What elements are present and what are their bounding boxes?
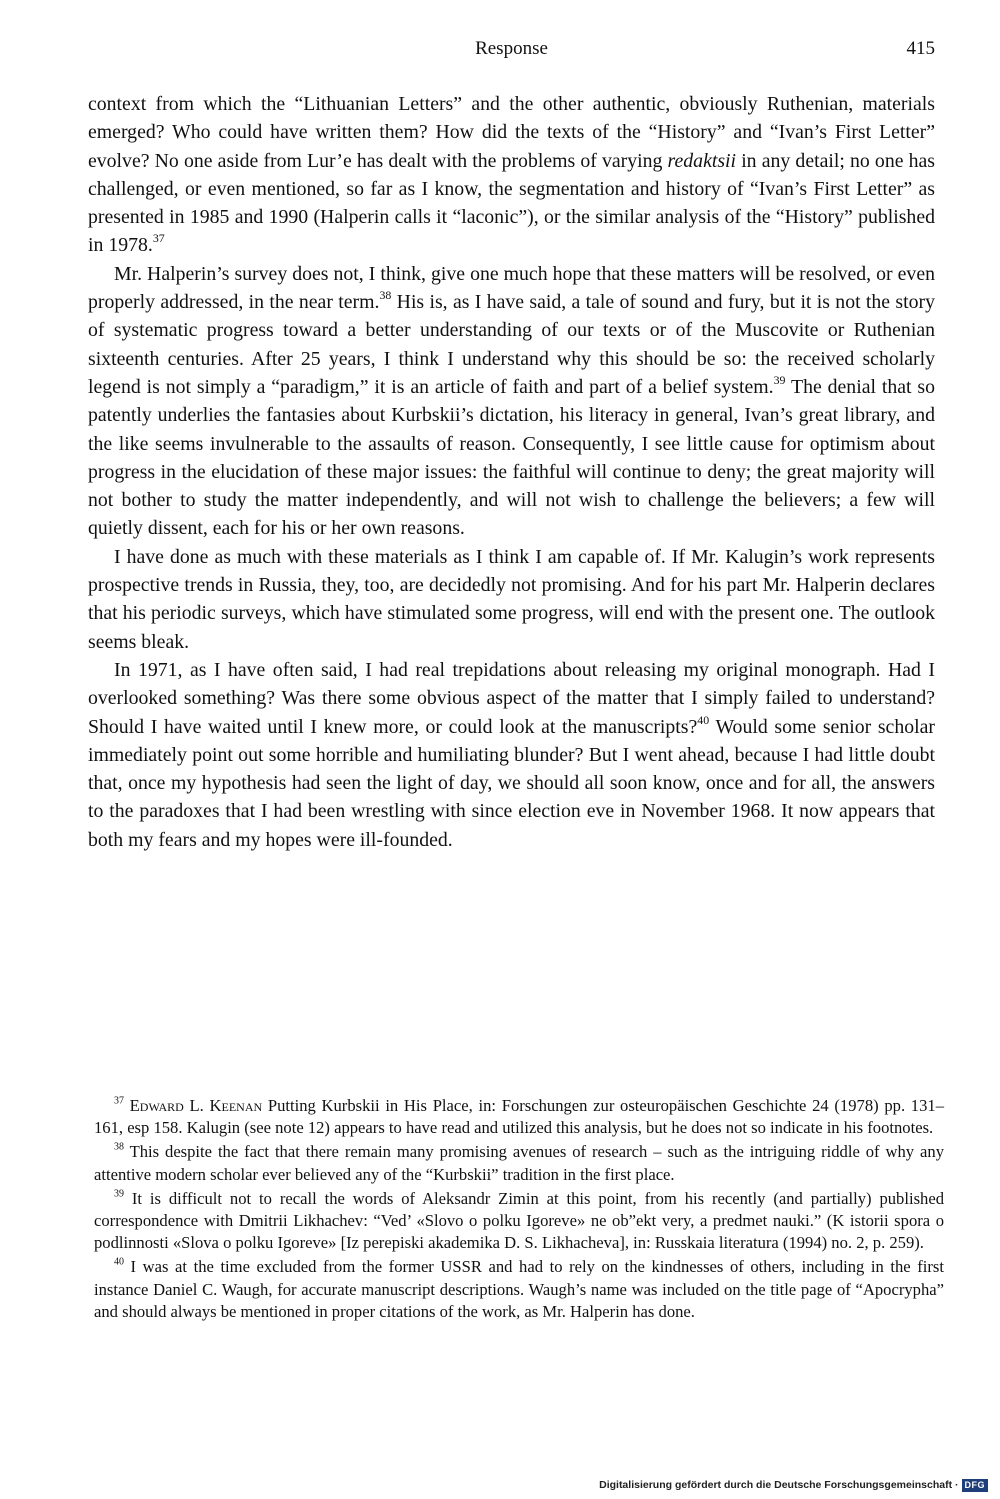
- footnote-number: 40: [114, 1256, 124, 1268]
- footnotes: [94, 1095, 944, 1325]
- paragraph-3: I have done as much with these materials as I think I am capable of. If Mr. Kalugin’s work represents prospective trends in Russia, they, too, are decidedly not promising. And for his part Mr. Halperin declares that his periodic surveys, which have stimulated some progress, will end with the present one. The outlook seems bleak.: [88, 545, 935, 653]
- footnote-ref-38[interactable]: 38: [379, 288, 392, 303]
- dfg-logo-icon: DFG: [962, 1479, 989, 1492]
- footnote-number: 37: [114, 1095, 124, 1107]
- digitization-note: Digitalisierung gefördert durch die Deutsche Forschungsgemeinschaft ·: [599, 1479, 959, 1491]
- paragraph-1-part-c: in any detail; no one has challenged, or even mentioned, so far as I know, the segmentation and history of “Ivan’s First Letter” as presented in 1985 and 1990 (Halperin calls it “laconic”), or the similar analysis of the “History” published in 1978.: [88, 149, 936, 257]
- footnote-ref-37[interactable]: 37: [152, 231, 165, 246]
- footnote-text: Putting Kurbskii in His Place, in: Forschungen zur osteuropäischen Geschichte 24 (1978) pp. 131–161, esp 158. Kalugin (see note 12) appears to have read and utilized this analysis, but he does not so indicate in his footnotes.: [94, 1096, 944, 1138]
- paragraph-4-part-a: In 1971, as I have often said, I had real trepidations about releasing my original monograph. Had I overlooked something? Was there some obvious aspect of the matter that I simply failed to understand? Should I have waited until I knew more, or could look at the manuscripts?: [88, 658, 935, 738]
- paragraph-2-part-a: Mr. Halperin’s survey does not, I think, give one much hope that these matters will be resolved, or even properly addressed, in the near term.: [88, 262, 935, 314]
- footnote-author: Edward L. Keenan: [129, 1096, 263, 1115]
- footnote-40: [94, 1256, 944, 1323]
- footnote-number: 39: [114, 1188, 124, 1200]
- footnote-38: [94, 1141, 944, 1186]
- italic-term-redaktsii: redaktsii: [667, 149, 737, 172]
- paragraph-1: [88, 90, 935, 260]
- paragraph-1-part-a: context from which the “Lithuanian Letters” and the other authentic, obviously Ruthenian, materials emerged? Who could have written them? How did the texts of the “History” and “Ivan’s First Letter” evolve? No one aside from Lur’e has dealt with the problems of varying: [88, 93, 935, 172]
- footnote-37: [94, 1095, 944, 1140]
- footnote-text: It is difficult not to recall the words of Aleksandr Zimin at this point, from his recently (and partially) published correspondence with Dmitrii Likhachev: “Ved’ «Slovo o polku Igoreve» ne ob”ekt very, a predmet nauki.” (K istorii spora o podlinnosti «Slova o polku Igoreve» [Iz perepiski akademika D. S. Likhacheva], in: Russkaia literatura (1994) no. 2, p. 259).: [94, 1188, 944, 1253]
- footnote-ref-40[interactable]: 40: [697, 712, 710, 727]
- paragraph-2: [88, 260, 935, 543]
- running-head-title: Response: [475, 38, 548, 59]
- page-number: 415: [906, 38, 935, 59]
- running-head: [88, 36, 935, 62]
- paragraph-4-part-b: Would some senior scholar immediately point out some horrible and humiliating blunder? But I went ahead, because I had little doubt that, once my hypothesis had seen the light of day, we should all soon know, once and for all, the answers to the paradoxes that I had been wrestling with since election eve in November 1968. It now appears that both my fears and my hopes were ill-founded.: [88, 715, 935, 851]
- footnote-text: I was at the time excluded from the former USSR and had to rely on the kindnesses of others, including in the first instance Daniel C. Waugh, for accurate manuscript descriptions. Waugh’s name was included on the title page of “Apocrypha” and should always be mentioned in proper citations of the work, as Mr. Halperin has done.: [94, 1257, 944, 1322]
- footnote-ref-39[interactable]: 39: [773, 373, 786, 388]
- digitization-footer: [599, 1477, 988, 1493]
- paragraph-2-part-c: The denial that so patently underlies the fantasies about Kurbskii’s dictation, his literacy in general, Ivan’s great library, and the like seems invulnerable to the assaults of reason. Consequently, I see little cause for optimism about progress in the elucidation of these major issues: the faithful will continue to deny; the great majority will not bother to study the matter independently, and will not wish to challenge the believers; a few will quietly dissent, each for his or her own reasons.: [88, 375, 935, 540]
- footnote-number: 38: [114, 1141, 124, 1153]
- footnote-text: This despite the fact that there remain many promising avenues of research – such as the intriguing riddle of why any attentive modern scholar ever believed any of the “Kurbskii” tradition in the first place.: [94, 1142, 944, 1184]
- paragraph-2-part-b: His is, as I have said, a tale of sound and fury, but it is not the story of systematic progress toward a better understanding of our texts or of the Muscovite or Ruthenian sixteenth centuries. After 25 years, I think I understand why this should be so: the received scholarly legend is not simply a “paradigm,” it is an article of faith and part of a belief system.: [88, 291, 935, 398]
- paragraph-4: [88, 656, 935, 854]
- footnote-39: [94, 1188, 944, 1255]
- main-text: [88, 90, 935, 854]
